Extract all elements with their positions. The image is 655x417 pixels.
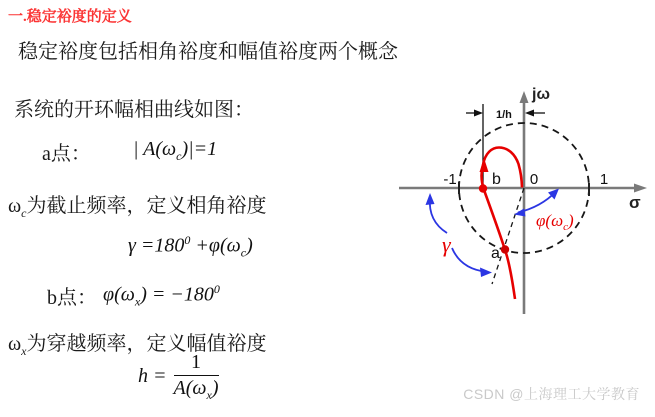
curve-intro-line: 系统的开环幅相曲线如图： <box>14 99 254 121</box>
page-title: 一.稳定裕度的定义 <box>8 9 132 25</box>
gap-arrow-right-head-icon <box>525 110 534 117</box>
jomega-axis-arrow-icon <box>520 91 529 103</box>
phase-margin-formula: $\gamma =180^0 +\varphi(\omega_c)$ <box>128 233 253 260</box>
omega-x-definition-line: $\omega_x$为穿越频率，定义幅值裕度 <box>8 333 267 358</box>
point-b-text: b <box>492 171 501 188</box>
phase-ray-dashed <box>492 188 524 284</box>
sigma-axis-arrow-icon <box>634 184 647 193</box>
gamma-angle-label: γ <box>442 232 451 257</box>
watermark: CSDN @上海理工大学教育 <box>463 386 640 402</box>
point-a-text: a <box>491 245 500 262</box>
tick-label-minus-one: -1 <box>443 171 457 188</box>
jomega-axis-label: jω <box>532 86 550 103</box>
intro-line: 稳定裕度包括相角裕度和幅值裕度两个概念 <box>18 41 398 63</box>
gap-arrow-left-head-icon <box>474 110 483 117</box>
gap-label: 1/h <box>496 109 512 121</box>
fraction: $\frac{1}{A(\omega_x)}$ <box>173 351 219 402</box>
point-b-dot <box>479 184 487 192</box>
tick-label-one: 1 <box>599 171 609 188</box>
phi-arc-left-arrow-icon <box>514 209 526 217</box>
curve-direction-arrow-icon <box>480 158 489 172</box>
gain-margin-formula: h = $\frac{1}{A(\omega_x)}$ <box>138 351 219 402</box>
phase-crossover-formula: $\varphi(\omega_x) = -180^0$ <box>103 282 220 309</box>
sigma-axis-label: σ <box>629 193 641 212</box>
point-b-label: b点： <box>47 287 97 309</box>
gamma-arc-lower-arrow-icon <box>480 268 492 278</box>
omega-c-definition-line: $\omega_c$为截止频率，定义相角裕度 <box>8 195 267 220</box>
point-a-label: a点： <box>42 143 91 165</box>
phi-angle-label: $\varphi(\omega_c)$ <box>536 211 574 233</box>
gamma-arc-upper-arrow-icon <box>426 193 435 205</box>
point-a-dot <box>501 245 509 253</box>
magnitude-condition-formula: | $A(\omega_c)|=1$ <box>133 138 218 163</box>
tick-label-zero: 0 <box>529 171 539 188</box>
